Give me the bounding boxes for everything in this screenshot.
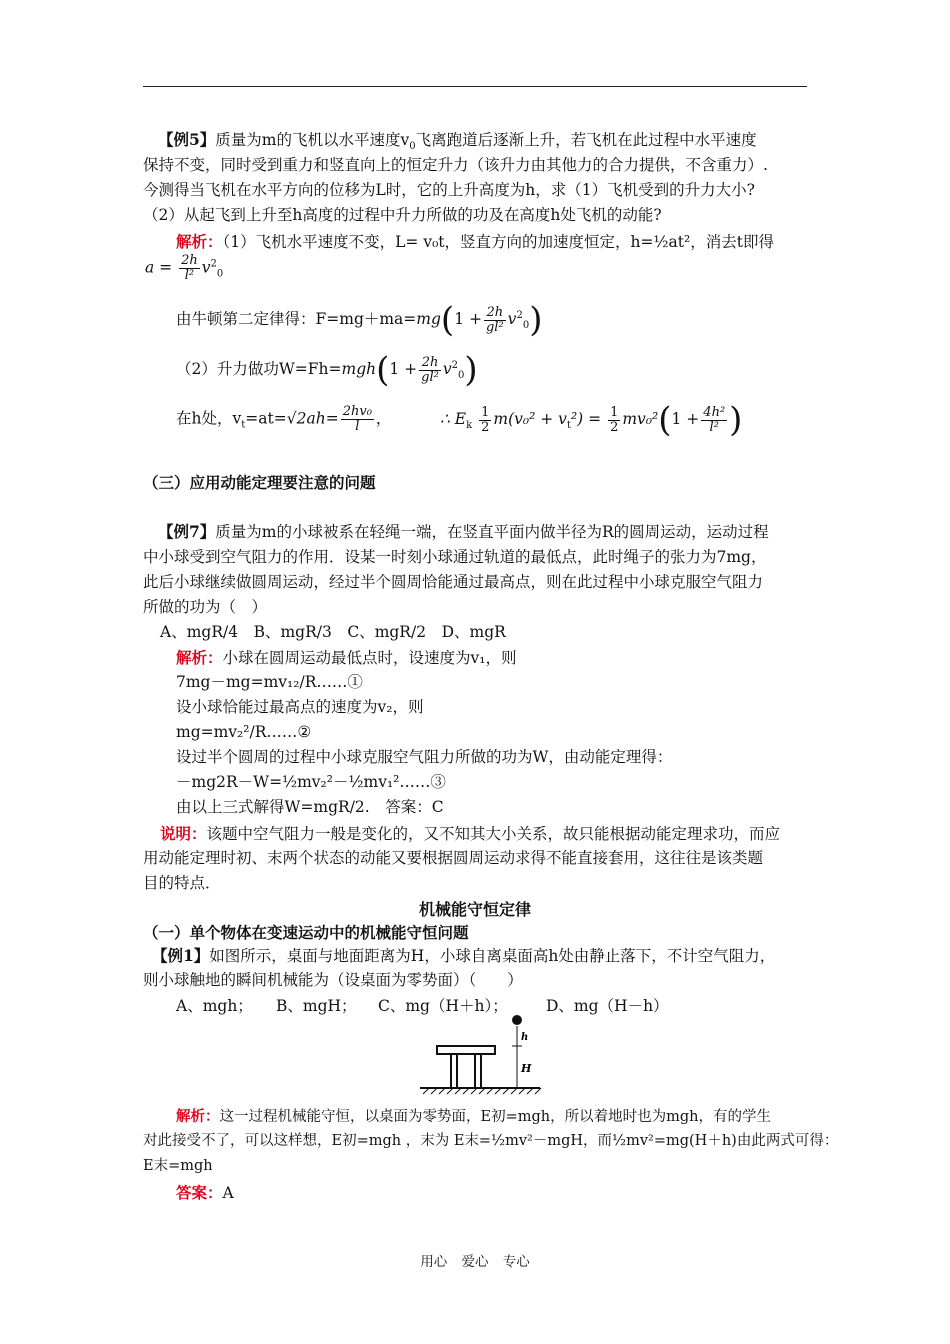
mechanical-answer: 答案：A (176, 1183, 234, 1202)
mechanical-subtitle: （一）单个物体在变速运动中的机械能守恒问题 (143, 923, 469, 942)
mechanical-example1-line1: 【例1】如图所示，桌面与地面距离为H，小球自离桌面高h处由静止落下，不计空气阻力， (152, 946, 776, 965)
example5-line1: 【例5】质量为m的飞机以水平速度$v_0$飞离跑道后逐渐上升，若飞机在此过程中水平速度 (158, 130, 757, 153)
example7-options: A、mgR/4 B、mgR/3 C、mgR/2 D、mgR (160, 623, 506, 641)
page-footer: 用心 爱心 专心 (420, 1254, 530, 1270)
example7-line4: 所做的功为（ ） (143, 598, 268, 616)
example5-line4: （2）从起飞到上升至h高度的过程中升力所做的功及在高度h处飞机的动能? (143, 206, 662, 224)
option-d: D、mg（H－h） (546, 997, 669, 1015)
example5-analysis: 解析：（1）飞机水平速度不变，L= v₀t，竖直方向的加速度恒定，h=½at²，消去t即得 (176, 232, 774, 251)
mechanical-example1-line2: 则小球触地的瞬间机械能为（设桌面为零势面）（ ） (143, 971, 523, 989)
mechanical-analysis: 解析：这一过程机械能守恒，以桌面为零势面，E初=mgh，所以着地时也为mgh，有的学生 (176, 1108, 771, 1125)
example5-line2: 保持不变，同时受到重力和竖直向上的恒定升力（该升力由其他力的合力提供，不含重力）. (143, 156, 768, 174)
option-b: B、mgH； (276, 997, 357, 1015)
formula-work: （2）升力做功W=Fh=mgh(1 + $\frac{2h}{\text{gl²}}$ $v^2_0$) (176, 350, 478, 390)
mechanical-analysis-line2: 对此接受不了，可以这样想，E初=mgh ，末为 E末=½mv²－mgH，而½mv²=mg(H＋h)由此两式可得： (143, 1133, 839, 1149)
formula-ek-result: ∴ $E_k$ $\frac{1}{2}$ $m(v_0^2 + v_t^2)$ = $\frac{1}{2}$ mv₀²(1 + $\frac{\text{4h²}}{\text{l²}}$ ) (440, 400, 743, 440)
label-h: h (521, 1032, 529, 1043)
label-H: H (521, 1062, 532, 1075)
header-rule (143, 86, 807, 87)
example7-note: 说明：该题中空气阻力一般是变化的，又不知其大小关系，故只能根据动能定理求功，而应 (160, 824, 781, 843)
table-leg-right (475, 1054, 481, 1088)
example5-line3: 今测得当飞机在水平方向的位移为L时，它的上升高度为h，求（1）飞机受到的升力大小? (143, 181, 755, 199)
example7-note-line3: 目的特点． (143, 874, 221, 892)
ball (512, 1015, 522, 1025)
mechanical-title: 机械能守恒定律 (418, 900, 531, 919)
example7-line-a3: 设小球恰能过最高点的速度为v₂，则 (176, 698, 424, 716)
example7-line1: 【例7】质量为m的小球被系在轻绳一端，在竖直平面内做半径为R的圆周运动，运动过程 (158, 522, 769, 541)
example7-line2: 中小球受到空气阻力的作用．设某一时刻小球通过轨道的最低点，此时绳子的张力为7mg， (143, 548, 767, 566)
example7-eq2: mg=mv₂²/R……② (176, 723, 312, 741)
example7-eq3: －mg2R－W=½mv₂²－½mv₁²……③ (176, 773, 446, 791)
example7-conclusion: 由以上三式解得W=mgR/2. 答案：C (176, 798, 444, 816)
formula-newton: 由牛顿第二定律得：F=mg＋ma=mg(1 + $\frac{2h}{\text{gl²}}$ $v^2_0$) (176, 300, 543, 340)
formula-kinetic-energy: 在h处，$v_t=at=√2ah=$ $\frac{\text{2hv₀}}{l}$ ， (176, 404, 392, 434)
formula-acceleration: a = $\frac{2h}{\text{l²}}$ $v^2_0$ (145, 253, 224, 283)
example7-line3: 此后小球继续做圆周运动，经过半个圆周恰能通过最高点，则在此过程中小球克服空气阻力 (143, 573, 764, 591)
example7-eq1: 7mg－mg=mv₁₂/R……① (176, 673, 363, 691)
section3-title: （三）应用动能定理要注意的问题 (143, 473, 376, 492)
mechanical-analysis-line3: E末=mgh (143, 1158, 213, 1174)
table-ball-figure (415, 1010, 545, 1100)
table-top (437, 1046, 495, 1054)
option-a: A、mgh； (176, 997, 253, 1015)
example7-note-line2: 用动能定理时初、末两个状态的动能又要根据圆周运动求得不能直接套用，这往往是该类题 (143, 849, 764, 867)
table-leg-left (451, 1054, 457, 1088)
example7-analysis: 解析：小球在圆周运动最低点时，设速度为v₁，则 (176, 648, 517, 667)
option-c: C、mg（H＋h）； (378, 997, 508, 1015)
example7-line-a5: 设过半个圆周的过程中小球克服空气阻力所做的功为W，由动能定理得： (176, 748, 673, 766)
